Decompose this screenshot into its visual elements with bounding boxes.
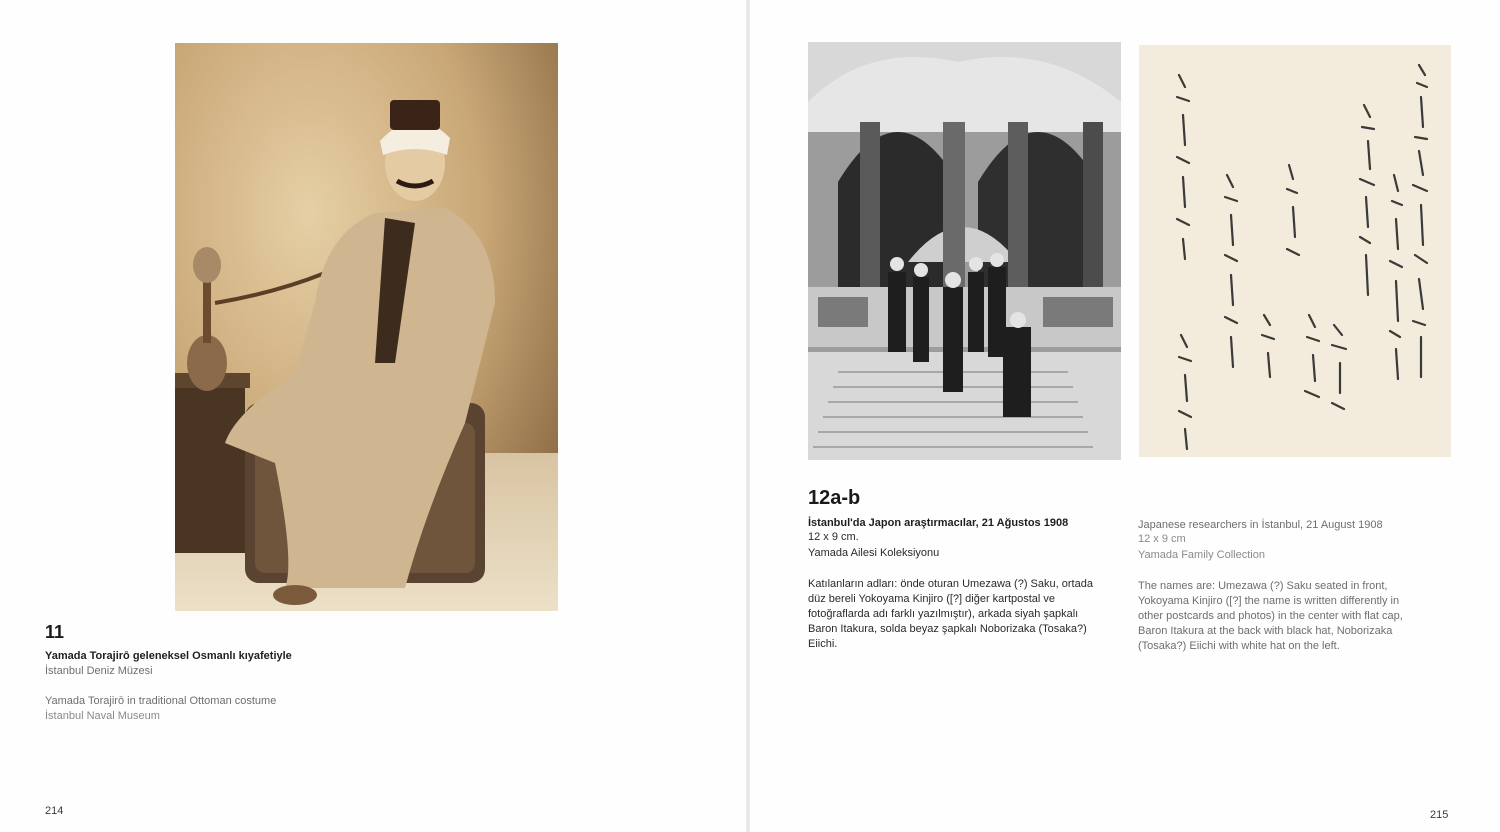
tr-description-line: fotoğraflarda adı farklı yazılmıştır), arkada siyah şapkalı [808,608,1079,620]
en-collection: Yamada Family Collection [1138,549,1265,561]
portrait-photo [175,43,558,611]
en-size: 12 x 9 cm [1138,533,1186,545]
tr-description-line: Katılanların adları: önde oturan Umezawa (?) Saku, ortada [808,578,1093,590]
caption-en-source: İstanbul Naval Museum [45,710,160,722]
en-description-line: Baron Itakura at the back with black hat, Noborizaka [1138,625,1393,637]
en-title: Japanese researchers in İstanbul, 21 August 1908 [1138,519,1383,531]
tr-description-line: Baron Itakura, solda beyaz şapkalı Noborizaka (Tosaka?) [808,623,1087,635]
page-number-left: 214 [45,805,64,817]
page-number-right: 215 [1430,809,1449,821]
book-gutter [746,0,750,832]
en-description-line: Yokoyama Kinjiro ([?] the name is written differently in [1138,595,1400,607]
tr-description-line: Eiichi. [808,638,838,650]
tr-title: İstanbul'da Japon araştırmacılar, 21 Ağustos 1908 [808,517,1069,529]
tr-collection: Yamada Ailesi Koleksiyonu [808,547,940,559]
pavilion-group-photo [808,42,1121,460]
en-description-line: (Tosaka?) Eiichi with white hat on the left. [1138,640,1340,652]
en-description [1138,579,1403,654]
en-description-line: The names are: Umezawa (?) Saku seated in front, [1138,580,1388,592]
en-description-line: other postcards and photos) in the center with flat cap, [1138,610,1403,622]
tr-description-line: düz bereli Yokoyama Kinjiro ([?] diğer kartpostal ve [808,593,1056,605]
item-number-right: 12a-b [808,487,861,509]
caption-en-title: Yamada Torajirō in traditional Ottoman costume [45,695,277,707]
caption-tr-source: İstanbul Deniz Müzesi [45,665,153,677]
handwritten-note-photo [1139,45,1451,457]
item-number: 11 [45,622,65,642]
tr-description [808,577,1093,652]
caption-tr-title: Yamada Torajirō geleneksel Osmanlı kıyafetiyle [45,650,292,662]
tr-size: 12 x 9 cm. [808,531,859,543]
